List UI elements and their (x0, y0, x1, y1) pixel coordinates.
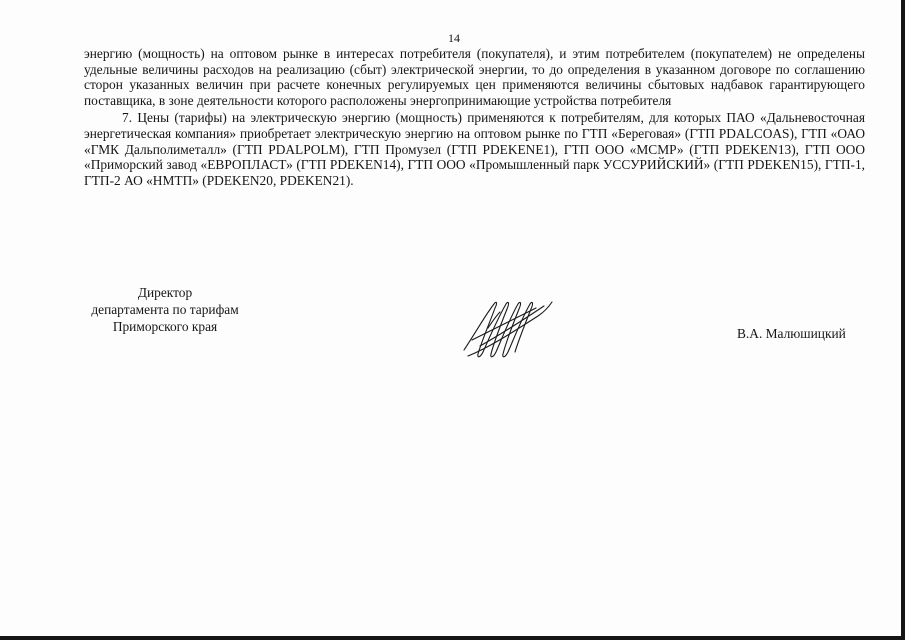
signatory-title-line: Директор (137, 285, 193, 300)
signatory-name: В.А. Малюшицкий (737, 326, 846, 341)
scan-edge-right (901, 0, 905, 640)
paragraph-item-7: 7. Цены (тарифы) на электрическую энергию (мощность) применяются к потребителям, для которых ПАО «Дальневосточная энергетическая компания» приобретает электрическую энергию на оптовом рынке по ГТП «Береговая» (ГТП PDALCOAS), ГТП «ОАО «ГМК Дальполиметалл» (ГТП PDALPOLM), ГТП Промузел (ГТП PDEKENE1), ГТП ООО «МСМР» (ГТП PDEKEN13), ГТП ООО «Приморский завод «ЕВРОПЛАСТ» (ГТП PDEKEN14), ГТП ООО «Промышленный парк УССУРИЙСКИЙ» (ГТП PDEKEN15), ГТП-1, ГТП-2 АО «НМТП» (PDEKEN20, PDEKEN21). (84, 110, 865, 188)
signatory-title (70, 284, 260, 335)
paragraph-continuation: энергию (мощность) на оптовом рынке в интересах потребителя (покупателя), и этим потребителем (покупателем) не определены удельные величины расходов на реализацию (сбыт) электрической энергии, то до определения в указанном договоре по соглашению сторон указанных величин при расчете конечных регулируемых цен применяются величины сбытовых надбавок гарантирующего поставщика, в зоне деятельности которого расположены энергопринимающие устройства потребителя (84, 46, 865, 108)
handwritten-signature (458, 292, 558, 368)
page-number: 14 (448, 31, 460, 45)
signatory-title-line: Приморского края (112, 319, 218, 334)
body-text (84, 46, 865, 188)
signatory-title-line: департамента по тарифам (91, 302, 239, 317)
scan-edge-bottom (0, 636, 905, 640)
